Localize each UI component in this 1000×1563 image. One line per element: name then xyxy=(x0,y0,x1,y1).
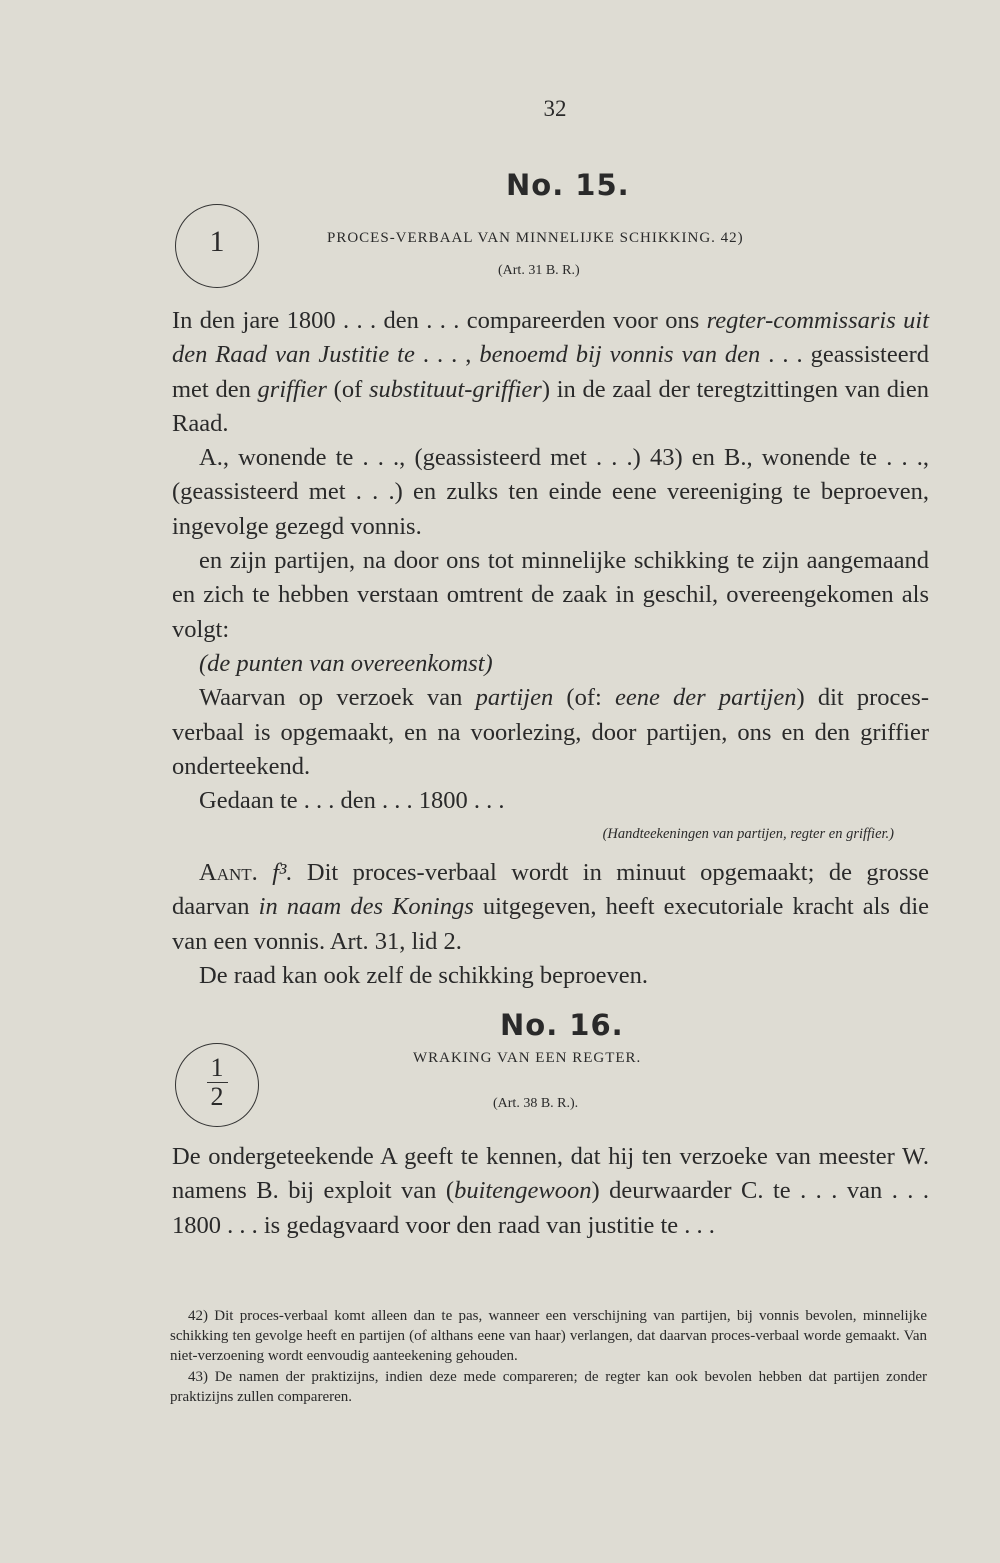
annotation-paragraph xyxy=(172,856,929,959)
entry-16-body xyxy=(172,1140,929,1243)
footnote-43: 43) De namen der praktizijns, indien deze mede compareren; de regter kan ook bevolen hebben dat partijen zonder praktizijns zullen compareren. xyxy=(170,1368,927,1405)
entry-15-paragraph-2: A., wonende te . . ., (geassisteerd met . . .) 43) en B., wonende te . . ., (geassisteerd met . . .) en zulks ten einde eene vereeniging te beproeven, ingevolge gezegd vonnis. xyxy=(172,444,929,540)
text-run-italic: benoemd bij vonnis van den xyxy=(479,341,761,369)
signature-note: (Handteekeningen van partijen, regter en griffier.) xyxy=(602,826,894,842)
text-run-italic: regter-commissaris uit den Raad van Justitie te xyxy=(172,307,929,369)
text-run: . . . , xyxy=(414,341,480,369)
fraction-numerator: 1 xyxy=(207,1054,228,1083)
text-run: In den jare 1800 . . . den . . . compareerden voor ons xyxy=(172,307,707,334)
entry-15-number: No. 15. xyxy=(506,168,630,202)
entry-16-paragraph-1 xyxy=(172,1140,929,1243)
entry-15-article: (Art. 31 B. R.) xyxy=(498,263,580,278)
page-number: 32 xyxy=(543,96,567,121)
annotation-mark: f³. xyxy=(272,859,293,886)
text-run: (of xyxy=(326,375,369,403)
margin-circle-half xyxy=(175,1043,259,1127)
fraction-denominator: 2 xyxy=(210,1082,224,1111)
text-run: Dit proces-verbaal wordt in minuut opgemaakt; de grosse daarvan xyxy=(172,859,929,921)
entry-16-number: No. 16. xyxy=(500,1008,624,1042)
text-run-italic: buitengewoon xyxy=(454,1177,592,1205)
footnotes xyxy=(170,1306,927,1407)
annotation-paragraph-2: De raad kan ook zelf de schikking beproeven. xyxy=(199,961,648,989)
text-run-italic: griffier xyxy=(257,375,327,403)
entry-16-article: (Art. 38 B. R.). xyxy=(493,1096,579,1111)
entry-15-paragraph-3: en zijn partijen, na door ons tot minnelijke schikking te zijn aangemaand en zich te hebben verstaan omtrent de zaak in geschil, overeengekomen als volgt: xyxy=(172,547,929,643)
text-run: (of: xyxy=(553,684,615,712)
text-run-italic: partijen xyxy=(475,684,554,712)
text-run: . . . geassisteerd met den xyxy=(172,341,930,403)
text-run: Waarvan op verzoek van xyxy=(199,684,476,712)
text-run-italic: substituut-griffier xyxy=(368,375,542,403)
entry-15-paragraph-1 xyxy=(172,304,929,441)
entry-15-paragraph-4 xyxy=(172,647,929,681)
entry-15-title: PROCES-VERBAAL VAN MINNELIJKE SCHIKKING. 42) xyxy=(327,230,744,246)
margin-circle-1 xyxy=(175,204,259,288)
text-run: De ondergeteekende A geeft te kennen, dat hij ten verzoeke van meester W. namens B. bij exploit van ( xyxy=(172,1143,929,1205)
text-run-italic: (de punten van overeenkomst) xyxy=(199,649,493,677)
text-run-italic: eene der partijen xyxy=(614,684,797,712)
entry-15-annotation xyxy=(172,856,929,993)
text-run: ) in de zaal der teregtzittingen van dien Raad. xyxy=(172,375,929,437)
entry-16-title: WRAKING VAN EEN REGTER. xyxy=(413,1050,642,1066)
entry-15-paragraph-6: Gedaan te . . . den . . . 1800 . . . xyxy=(199,787,505,815)
text-run: ) deurwaarder C. te . . . van . . . 1800 . . . is gedagvaard voor den raad van justitie te . . . xyxy=(172,1177,929,1239)
footnote-42: 42) Dit proces-verbaal komt alleen dan te pas, wanneer een verschijning van partijen, bij vonnis bevolen, minnelijke schikking ten gevolge heeft en partijen (of althans eene van haar) verlangen, dat daarvan proces-verbaal worde gemaakt. Van niet-verzoening wordt eenvoudig aanteekening gehouden. xyxy=(170,1308,927,1365)
annotation-label: Aant. xyxy=(199,859,258,886)
margin-fraction xyxy=(207,1054,228,1111)
margin-circle-1-value: 1 xyxy=(209,225,225,258)
entry-15-paragraph-5 xyxy=(172,681,929,784)
text-run: ) dit proces-verbaal is opgemaakt, en na voorlezing, door partijen, ons en den griffier onderteekend. xyxy=(172,684,929,780)
entry-15-body xyxy=(172,304,929,818)
text-run-italic: in naam des Konings xyxy=(258,893,474,921)
text-run: uitgegeven, heeft executoriale kracht als die van een vonnis. Art. 31, lid 2. xyxy=(172,893,929,955)
